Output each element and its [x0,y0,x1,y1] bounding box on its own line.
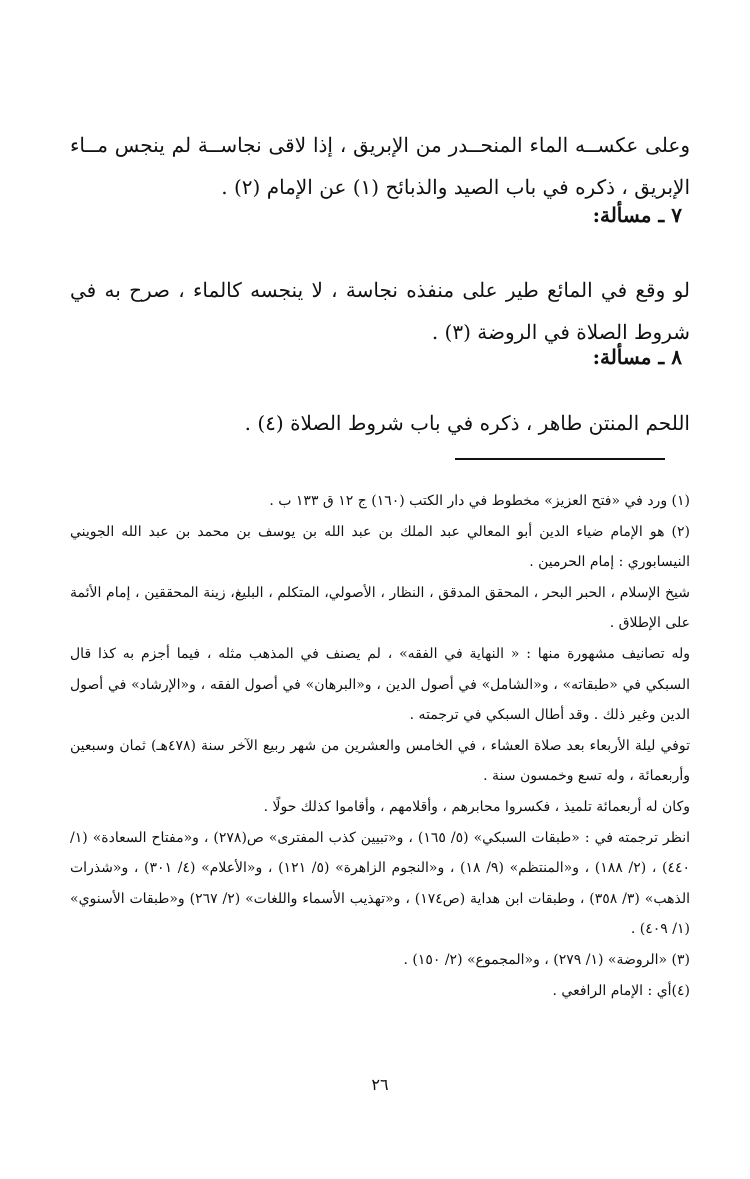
paragraph-meat-rule: اللحم المنتن طاهر ، ذكره في باب شروط الصلاة (٤) . [244,411,690,435]
footnote-separator [455,458,665,460]
paragraph-liquid-rule: لو وقع في المائع طير على منفذه نجاسة ، لا ينجسه كالماء ، صرح به في شروط الصلاة في الروضة (٣) . [70,278,690,344]
footnote-3: (٣) «الروضة» (١/ ٢٧٩) ، و«المجموع» (٢/ ١٥٠) . [403,951,690,968]
book-page [70,0,690,1179]
footnote-2-death: توفي ليلة الأربعاء بعد صلاة العشاء ، في الخامس والعشرين من شهر ربيع الآخر سنة (٤٧٨هـ) ثمان وسبعين وأربعمائة ، وله تسع وخمسون سنة . [70,737,690,785]
footnote-2: (٢) هو الإمام ضياء الدين أبو المعالي عبد الملك بن عبد الله بن يوسف بن محمد بن عبد الله الجويني النيسابوري : إمام الحرمين . [70,523,690,571]
footnote-2-works: وله تصانيف مشهورة منها : « النهاية في الفقه» ، لم يصنف في المذهب مثله ، فيما أجزم به كذا قال السبكي في «طبقاته» ، و«الشامل» في أصول الدين ، و«البرهان» في أصول الفقه ، و«الإرشاد» في أصول الدين وغير ذلك . وقد أطال السبكي في ترجمته . [70,645,690,724]
issue-7-heading: ٧ ـ مسألة: [592,203,682,227]
page-number: ٢٦ [371,1075,389,1094]
footnotes-section [70,486,690,1006]
footnote-2-description: شيخ الإسلام ، الحبر البحر ، المحقق المدقق ، النظار ، الأصولي، المتكلم ، البليغ، زينة المحققين ، إمام الأئمة على الإطلاق . [70,584,690,632]
footnote-1: (١) ورد في «فتح العزيز» مخطوط في دار الكتب (١٦٠) ج ١٢ ق ١٣٣ ب . [269,493,690,509]
footnote-2-sources: انظر ترجمته في : «طبقات السبكي» (٥/ ١٦٥) ، و«تبيين كذب المفترى» ص(٢٧٨) ، و«مفتاح السعادة» (١/ ٤٤٠) ، (٢/ ١٨٨) ، و«المنتظم» (٩/ ١٨) ، و«النجوم الزاهرة» (٥/ ١٢١) ، و«الأعلام» (٤/ ٣٠١) ، و«شذرات الذهب» (٣/ ٣٥٨) ، وطبقات ابن هداية (ص١٧٤) ، و«تهذيب الأسماء واللغات» (٢/ ٢٦٧) و«طبقات الأسنوي» (١/ ٤٠٩) . [70,829,691,938]
paragraph-water-rule: وعلى عكســه الماء المنحــدر من الإبريق ، إذا لاقى نجاســة لم ينجس مــاء الإبريق ، ذكره في باب الصيد والذبائح (١) عن الإمام (٢) . [70,133,690,199]
footnote-4: (٤)أي : الإمام الرافعي . [552,982,690,999]
footnote-2-students: وكان له أربعمائة تلميذ ، فكسروا محابرهم ، وأقلامهم ، وأقاموا كذلك حولًا . [263,798,690,815]
issue-8-heading: ٨ ـ مسألة: [592,345,682,369]
